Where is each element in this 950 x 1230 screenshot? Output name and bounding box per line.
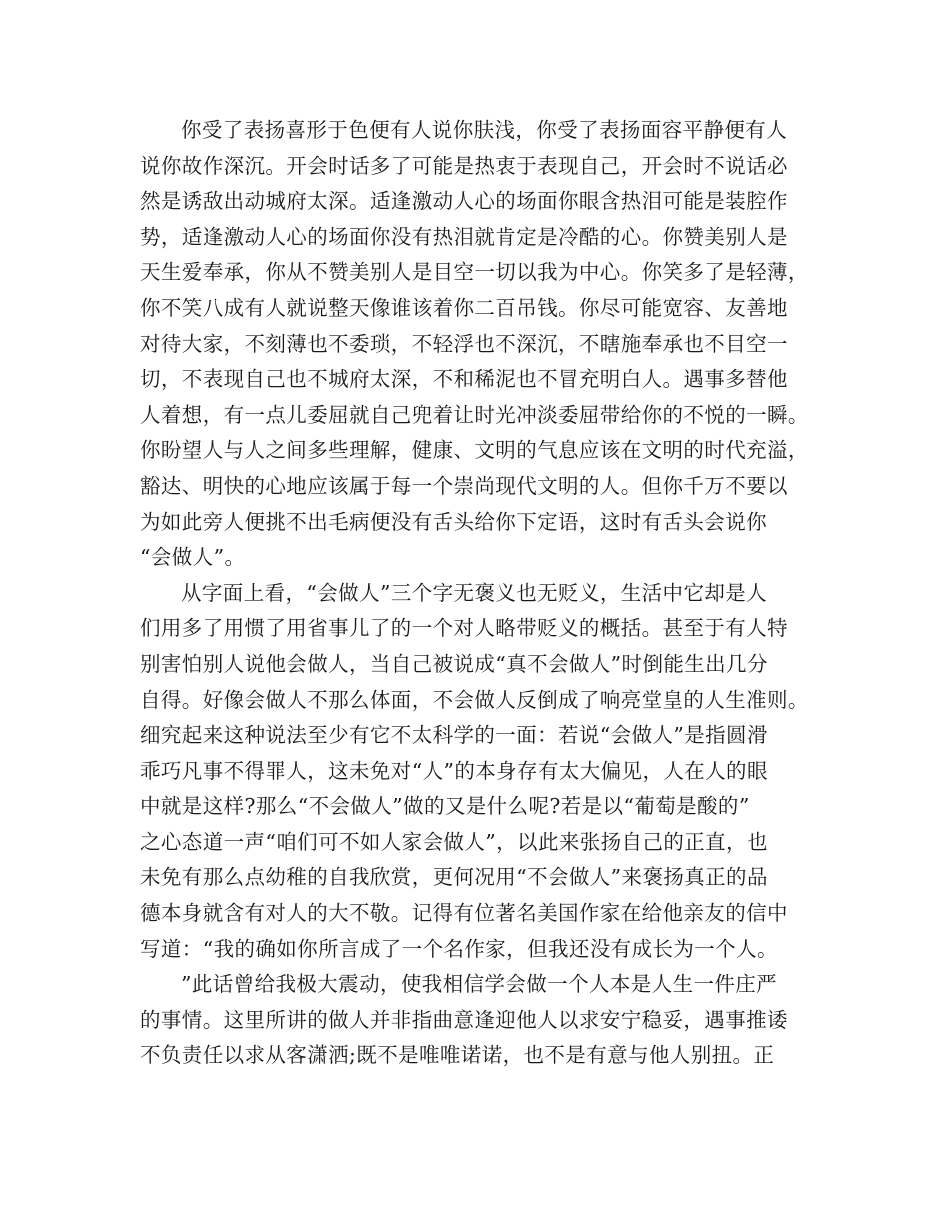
text-line: 切，不表现自己也不城府太深，不和稀泥也不冒充明白人。遇事多替他 (140, 367, 788, 392)
text-line: 天生爱奉承，你从不赞美别人是目空一切以我为中心。你笑多了是轻薄， (140, 260, 809, 285)
text-line: 细究起来这种说法至少有它不太科学的一面：若说“会做人”是指圆滑 (140, 723, 768, 748)
text-line: 之心态道一声“咱们可不如人家会做人”，以此来张扬自己的正直，也 (140, 829, 768, 854)
document-body (140, 113, 820, 1074)
text-line: 你不笑八成有人就说整天像谁该着你二百吊钱。你尽可能宽容、友善地 (140, 295, 788, 320)
text-line: 人着想，有一点儿委屈就自己兜着让时光冲淡委屈带给你的不悦的一瞬。 (140, 402, 809, 427)
text-line: 你受了表扬喜形于色便有人说你肤浅，你受了表扬面容平静便有人 (181, 118, 788, 142)
text-line: 未免有那么点幼稚的自我欣赏，更何况用“不会做人”来褒扬真正的品 (140, 865, 768, 890)
paragraph-1 (140, 113, 820, 576)
text-line: 说你故作深沉。开会时话多了可能是热衷于表现自己，开会时不说话必 (140, 153, 788, 178)
text-line: 你盼望人与人之间多些理解，健康、文明的气息应该在文明的时代充溢， (140, 438, 809, 463)
text-line: 对待大家，不刻薄也不委琐，不轻浮也不深沉，不瞎施奉承也不目空一 (140, 331, 788, 356)
text-line: 们用多了用惯了用省事儿了的一个对人略带贬义的概括。甚至于有人特 (140, 616, 788, 641)
text-line: 的事情。这里所讲的做人并非指曲意逢迎他人以求安宁稳妥，遇事推诿 (140, 1007, 788, 1032)
text-line: 写道：“我的确如你所言成了一个名作家，但我还没有成长为一个人。 (140, 936, 778, 961)
text-line: 从字面上看，“会做人”三个字无褒义也无贬义，生活中它却是人 (181, 580, 768, 605)
text-line: 然是诱敌出动城府太深。适逢激动人心的场面你眼含热泪可能是装腔作 (140, 189, 788, 214)
text-line: 豁达、明快的心地应该属于每一个崇尚现代文明的人。但你千万不要以 (140, 473, 788, 498)
paragraph-3 (140, 967, 820, 1074)
text-line: 德本身就含有对人的大不敬。记得有位著名美国作家在给他亲友的信中 (140, 901, 788, 926)
text-line: 为如此旁人便挑不出毛病便没有舌头给你下定语，这时有舌头会说你 (140, 509, 767, 534)
text-line: 中就是这样?那么“不会做人”做的又是什么呢?若是以“葡萄是酸的” (140, 794, 750, 819)
text-line: 不负责任以求从客潇洒;既不是唯唯诺诺，也不是有意与他人别扭。正 (140, 1043, 775, 1068)
text-line: ”此话曾给我极大震动，使我相信学会做一个人本是人生一件庄严 (181, 972, 778, 997)
text-line: 自得。好像会做人不那么体面，不会做人反倒成了响亮堂皇的人生准则。 (140, 687, 809, 712)
text-line: 别害怕别人说他会做人，当自己被说成“真不会做人”时倒能生出几分 (140, 651, 768, 676)
paragraph-2 (140, 576, 820, 968)
text-line: “会做人”。 (140, 545, 246, 570)
text-line: 乖巧凡事不得罪人，这未免对“人”的本身存有太大偏见，人在人的眼 (140, 758, 768, 783)
text-line: 势，适逢激动人心的场面你没有热泪就肯定是冷酷的心。你赞美别人是 (140, 224, 788, 249)
